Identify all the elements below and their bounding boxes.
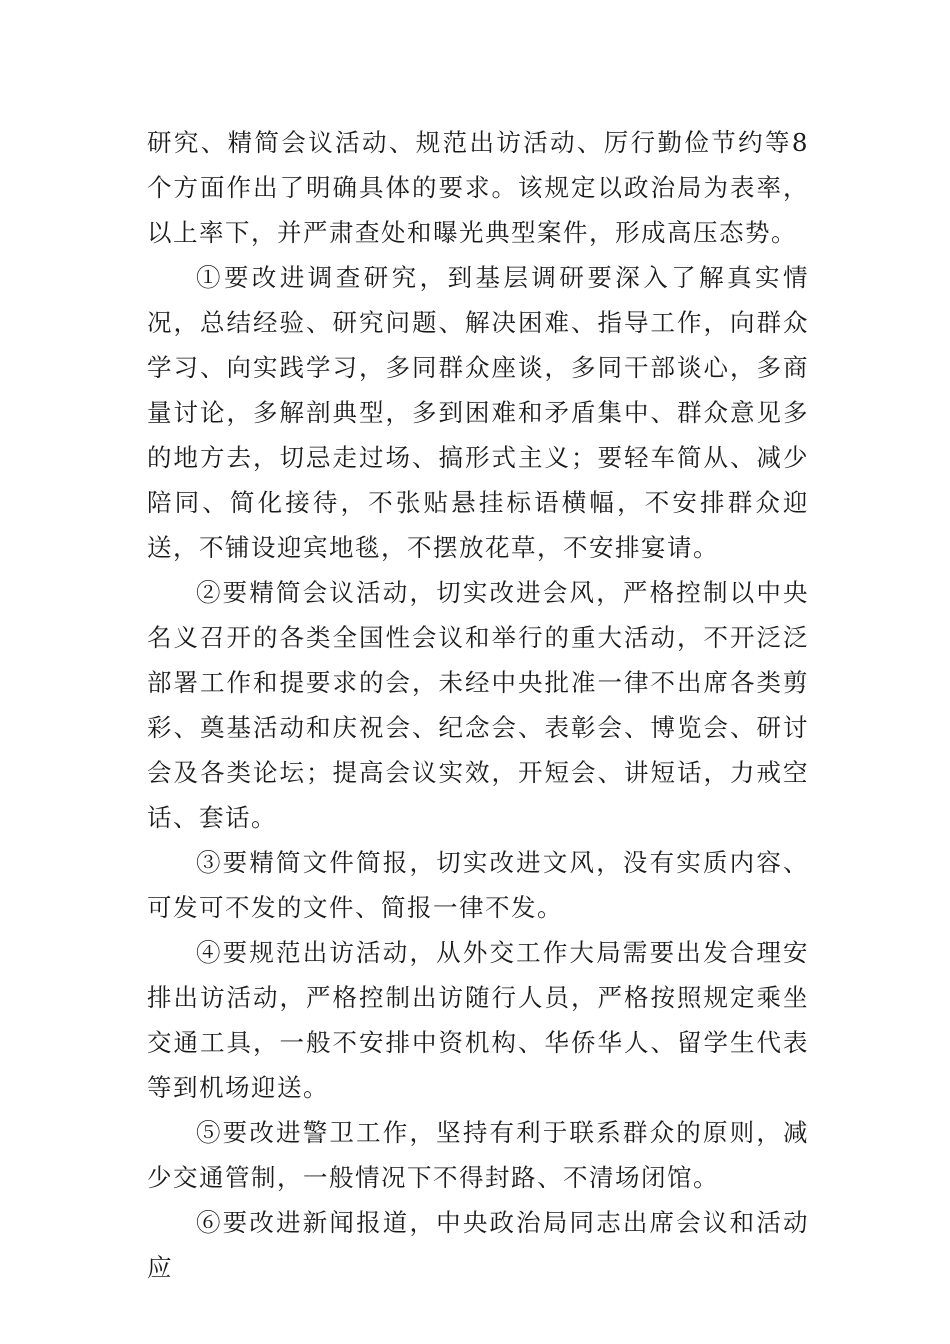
paragraph-investigation-research: ①要改进调查研究，到基层调研要深入了解真实情况，总结经验、研究问题、解决困难、指导工作，向群众学习、向实践学习，多同群众座谈，多同干部谈心，多商量讨论，多解剖典型，多到困难和矛盾集中、群众意见多的地方去，切忌走过场、搞形式主义；要轻车简从、减少陪同、简化接待，不张贴悬挂标语横幅，不安排群众迎送，不铺设迎宾地毯，不摆放花草，不安排宴请。 xyxy=(147,263,809,562)
paragraph-overseas-visits: ④要规范出访活动，从外交工作大局需要出发合理安排出访活动，严格控制出访随行人员，严格按照规定乘坐交通工具，一般不安排中资机构、华侨华人、留学生代表等到机场迎送。 xyxy=(147,938,809,1102)
paragraph-security-work: ⑤要改进警卫工作，坚持有利于联系群众的原则，减少交通管制，一般情况下不得封路、不清场闭馆。 xyxy=(147,1118,809,1192)
paragraph-news-reporting: ⑥要改进新闻报道，中央政治局同志出席会议和活动应 xyxy=(147,1208,809,1282)
document-body xyxy=(147,120,809,1290)
paragraph-documents-briefings: ③要精简文件简报，切实改进文风，没有实质内容、可发可不发的文件、简报一律不发。 xyxy=(147,848,809,922)
paragraph-meeting-activities: ②要精简会议活动，切实改进会风，严格控制以中央名义召开的各类全国性会议和举行的重大活动，不开泛泛部署工作和提要求的会，未经中央批准一律不出席各类剪彩、奠基活动和庆祝会、纪念会、表彰会、博览会、研讨会及各类论坛；提高会议实效，开短会、讲短话，力戒空话、套话。 xyxy=(147,578,809,832)
paragraph-continuation: 研究、精简会议活动、规范出访活动、厉行勤俭节约等8个方面作出了明确具体的要求。该规定以政治局为表率，以上率下，并严肃查处和曝光典型案件，形成高压态势。 xyxy=(147,128,809,247)
